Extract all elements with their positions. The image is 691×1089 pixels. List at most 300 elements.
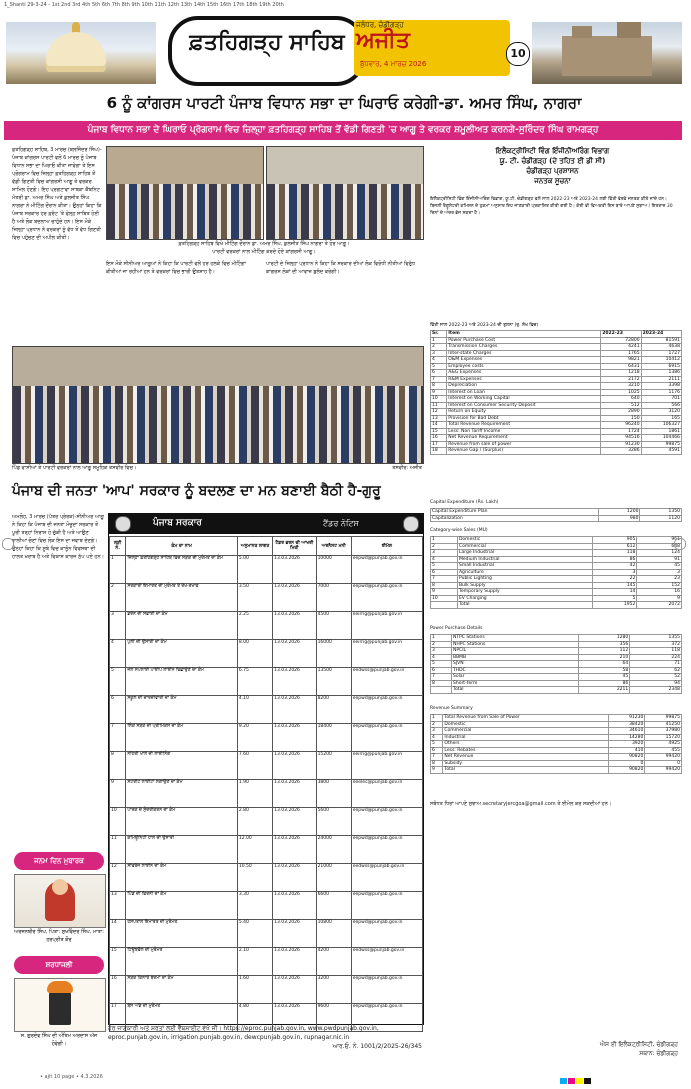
tender-cell: 2.25: [237, 612, 272, 640]
table-cell: 96240: [601, 422, 641, 429]
table-cell: 6: [431, 370, 447, 377]
power-purchase-row: [431, 687, 682, 694]
table-cell: Domestic: [443, 721, 608, 728]
table-cell: SJVN: [452, 661, 579, 668]
tender-cell: 13.03.2026: [273, 724, 316, 752]
table-cell: 10: [431, 595, 458, 602]
tender-cell: 1.90: [237, 780, 272, 808]
tender-cell: ਸਰਕਾਰੀ ਇਮਾਰਤ ਦੀ ਮੁਰੰਮਤ ਤੇ ਰੱਖ-ਰਖਾਵ: [126, 584, 237, 612]
table-cell: Total Revenue Requirement: [447, 422, 601, 429]
signatory-name: ਐਸ ਈ ਇਲੈਕਟ੍ਰੀਸਿਟੀ, ਚੰਡੀਗੜ੍ਹ: [599, 1041, 678, 1048]
emblem-icon-right: [403, 516, 419, 532]
table-cell: 1120: [640, 515, 682, 522]
financial-table: [430, 330, 682, 455]
table-cell: THDC: [452, 667, 579, 674]
tender-header-row: [110, 537, 423, 556]
tender-cell: ਜ਼ਿਲ੍ਹਾ ਫ਼ਤਹਿਗੜ੍ਹ ਸਾਹਿਬ ਵਿਚ ਸੜਕ ਦੀ ਮੁਰੰਮਤ ਦਾ ਕੰਮ: [126, 556, 237, 584]
table-cell: 9: [431, 389, 447, 396]
table-cell: 99420: [645, 754, 682, 761]
table-cell: 2890: [601, 409, 641, 416]
tender-cell: 15: [110, 948, 126, 976]
tender-cell: 6.75: [237, 668, 272, 696]
tender-cell: 13.03.2026: [273, 864, 316, 892]
tender-table: [109, 536, 423, 1032]
notice-title-3: ਚੰਡੀਗੜ੍ਹ ਪ੍ਰਸ਼ਾਸਨ: [526, 167, 579, 175]
table-cell: Power Purchase Cost: [447, 337, 601, 344]
tender-cell: ਸੀਵਰੇਜ ਲਾਈਨ ਦਾ ਕੰਮ: [126, 864, 237, 892]
sales-table: [430, 536, 682, 609]
print-slug: 1_Shanti 29-3-24 - 1st 2nd 3rd 4th 5th 6th 7th 8th 9th 10th 11th 12th 13th 14th 15th 16th 17th 18th 19th 20th: [4, 2, 284, 8]
tender-cell: 8200: [316, 696, 351, 724]
table-cell: 3: [431, 350, 447, 357]
table-cell: 410: [608, 747, 645, 754]
birthday-photo: [14, 874, 106, 928]
tender-row: [110, 584, 423, 612]
table-cell: 4925: [645, 741, 682, 748]
tender-header-cell: ਅਨੁਮਾਨਤ ਲਾਗਤ: [237, 537, 272, 556]
notice-signatory: [560, 1040, 678, 1058]
color-chip-black: [584, 1078, 591, 1084]
table-cell: 7: [431, 576, 458, 583]
table-cell: 1727: [641, 350, 681, 357]
tender-cell: 13.03.2026: [273, 836, 316, 864]
tender-cell: 13.03.2026: [273, 584, 316, 612]
table-cell: 90820: [608, 754, 645, 761]
tender-row: [110, 836, 423, 864]
table-cell: 1765: [601, 350, 641, 357]
table-cell: Industrial: [443, 734, 608, 741]
table-cell: Solar: [452, 674, 579, 681]
table-cell: 150: [601, 415, 641, 422]
tender-cell: 13.03.2026: [273, 948, 316, 976]
tender-cell: 10.50: [237, 864, 272, 892]
table-cell: Total: [443, 767, 608, 774]
fin-table-3-title: Category-wise Sales (MU): [430, 528, 488, 533]
fin-table-5-title: Revenue Summary: [430, 706, 473, 711]
financial-row: [431, 448, 682, 455]
table-cell: 2172: [601, 376, 641, 383]
table-cell: 5: [431, 741, 443, 748]
table-cell: 17: [431, 441, 447, 448]
tender-cell: 3800: [316, 780, 351, 808]
table-cell: Bulk Supply: [457, 582, 592, 589]
tender-cell: ਪਿੰਡ ਦੀ ਫਿਰਨੀ ਦਾ ਕੰਮ: [126, 892, 237, 920]
tender-cell: 13.03.2026: [273, 808, 316, 836]
tender-cell: ਟਿਊਬਵੈੱਲ ਦੀ ਮੁਰੰਮਤ: [126, 948, 237, 976]
table-cell: Employee costs: [447, 363, 601, 370]
table-cell: 2: [431, 344, 447, 351]
table-cell: Net Revenue: [443, 754, 608, 761]
masthead-title-box: [168, 16, 366, 86]
table-cell: 94516: [601, 435, 641, 442]
tender-cell: eepwd@punjab.gov.in: [351, 920, 422, 948]
tender-cell: eepwd@punjab.gov.in: [351, 836, 422, 864]
notice-title-2: ਯੂ. ਟੀ. ਚੰਡੀਗੜ੍ਹ (ਦੇ ਤਹਿਤ ਈ ਡੀ ਸੀ): [499, 157, 606, 165]
registration-mark-right: [674, 538, 686, 550]
tender-cell: eepwd@punjab.gov.in: [351, 696, 422, 724]
table-cell: 91230: [601, 441, 641, 448]
table-cell: 81591: [641, 337, 681, 344]
table-cell: Medium Industrial: [457, 556, 592, 563]
table-cell: 9: [637, 595, 682, 602]
fin-table-2-title: Capital Expenditure (Rs. Lakh): [430, 500, 499, 505]
table-cell: 961: [637, 537, 682, 544]
fin-table-1-title: ਵਿੱਤੀ ਸਾਲ 2022-23 ਅਤੇ 2023-24 ਦੀ ਤੁਲਨਾ (ਰੁ. ਲੱਖ ਵਿਚ): [430, 323, 539, 328]
tender-cell: 13.03.2026: [273, 920, 316, 948]
tender-cell: ਸਕੂਲ ਦੀ ਚਾਰਦੀਵਾਰੀ ਦਾ ਕੰਮ: [126, 696, 237, 724]
table-header-cell: Item: [447, 331, 601, 338]
tender-cell: eepwd@punjab.gov.in: [351, 556, 422, 584]
tender-cell: ਨਹਿਰੀ ਖਾਲੇ ਦੀ ਲਾਈਨਿੰਗ: [126, 752, 237, 780]
tender-cell: 5: [110, 668, 126, 696]
tender-cell: eedwss@punjab.gov.in: [351, 948, 422, 976]
tender-cell: 6: [110, 696, 126, 724]
tender-row: [110, 752, 423, 780]
tender-cell: 5.40: [237, 920, 272, 948]
tender-cell: eepwd@punjab.gov.in: [351, 584, 422, 612]
tender-cell: 11: [110, 836, 126, 864]
table-cell: 0: [645, 760, 682, 767]
table-cell: Commercial: [443, 728, 608, 735]
table-cell: Revenue from sale of power: [447, 441, 601, 448]
table-cell: 23: [637, 576, 682, 583]
table-cell: Small Industrial: [457, 563, 592, 570]
tender-cell: ਬੱਸ ਅੱਡੇ ਦੀ ਮੁਰੰਮਤ: [126, 1004, 237, 1032]
tender-cell: 5600: [316, 808, 351, 836]
bottom-slug: • ajit 10 page • 4.3.2026: [40, 1074, 103, 1080]
tender-cell: 4: [110, 640, 126, 668]
table-cell: 38420: [608, 721, 645, 728]
tender-footer: [108, 1024, 422, 1064]
tender-header-cell: ਲੜੀ ਨੰ.: [110, 537, 126, 556]
revenue-table: [430, 714, 682, 774]
table-cell: 52: [630, 674, 682, 681]
tender-ro-number: ਆਰ.ਓ. ਨੰ. 1001/2/2025-26/345: [332, 1043, 422, 1050]
table-cell: 648: [637, 543, 682, 550]
table-cell: Provision for Bad Debt: [447, 415, 601, 422]
table-cell: 3398: [641, 383, 681, 390]
table-cell: 99875: [641, 441, 681, 448]
table-cell: NTPC Stations: [452, 635, 579, 642]
table-cell: Temporary Supply: [457, 589, 592, 596]
table-cell: 1: [431, 635, 452, 642]
table-cell: 8: [431, 582, 458, 589]
tender-cell: 16: [110, 976, 126, 1004]
table-cell: Capital Expenditure Plan: [431, 509, 599, 516]
table-cell: 37980: [645, 728, 682, 735]
table-cell: 112: [578, 648, 630, 655]
tender-cell: 5.00: [237, 556, 272, 584]
second-story-headline: ਪੰਜਾਬ ਦੀ ਜਨਤਾ 'ਆਪ' ਸਰਕਾਰ ਨੂੰ ਬਦਲਣ ਦਾ ਮਨ ਬਣਾਈ ਬੈਠੀ ਹੈ-ਗੁਰੂ: [12, 483, 381, 499]
tender-cell: ਪਾਰਕ ਦੇ ਸੁੰਦਰੀਕਰਨ ਦਾ ਕੰਮ: [126, 808, 237, 836]
table-cell: 1952: [592, 602, 637, 609]
table-cell: Interest on Consumer Security Deposit: [447, 402, 601, 409]
table-cell: 8: [431, 383, 447, 390]
table-cell: 45: [637, 563, 682, 570]
tender-row: [110, 976, 423, 1004]
table-cell: 64: [578, 661, 630, 668]
table-cell: Commercial: [457, 543, 592, 550]
table-cell: 4: [431, 734, 443, 741]
table-header-cell: 2023-24: [641, 331, 681, 338]
tender-cell: 2.10: [237, 948, 272, 976]
tender-cell: 9: [110, 780, 126, 808]
table-cell: 7: [431, 754, 443, 761]
birthday-label: ਜਨਮ ਦਿਨ ਮੁਬਾਰਕ: [14, 852, 104, 870]
table-cell: Transmission Charges: [447, 344, 601, 351]
birthday-text: ਅਰਜਨਬੀਰ ਸਿੰਘ, ਪਿਤਾ: ਸੁਖਵਿੰਦਰ ਸਿੰਘ, ਮਾਤਾ: ਹਰਪ੍ਰੀਤ ਕੌਰ: [14, 929, 104, 943]
tender-cell: eepwd@punjab.gov.in: [351, 892, 422, 920]
table-cell: 10412: [641, 357, 681, 364]
revenue-row: [431, 767, 682, 774]
table-cell: 6: [431, 569, 458, 576]
public-notice-body: ਇਲੈਕਟ੍ਰੀਸਿਟੀ ਵਿੰਗ ਇੰਜੀਨੀਅਰਿੰਗ ਵਿਭਾਗ, ਯੂ.ਟੀ. ਚੰਡੀਗੜ੍ਹ ਵਲੋਂ ਸਾਲ 2022-23 ਅਤੇ 2023-24 ਲਈ ਵਿੱਤੀ ਵੇਰਵੇ ਜਨਤਕ ਕੀਤੇ ਜਾਂਦੇ ਹਨ। ਬਿਜਲੀ ਰੈਗੂਲੇਟਰੀ ਕਮਿਸ਼ਨ ਦੇ ਹੁਕਮਾਂ ਅਨੁਸਾਰ ਇਹ ਜਾਣਕਾਰੀ ਪ੍ਰਕਾਸ਼ਿਤ ਕੀਤੀ ਗਈ ਹੈ। ਕੋਈ ਵੀ ਵਿਅਕਤੀ ਇਸ ਬਾਰੇ ਆਪਣੇ ਸੁਝਾਅ / ਇਤਰਾਜ਼ 30 ਦਿਨਾਂ ਦੇ ਅੰਦਰ ਭੇਜ ਸਕਦਾ ਹੈ।: [430, 197, 673, 216]
tender-header-cell: ਈਮੇਲ: [351, 537, 422, 556]
table-cell: 3920: [608, 741, 645, 748]
tender-row: [110, 920, 423, 948]
tender-cell: 4200: [316, 948, 351, 976]
table-cell: Net Revenue Requirement: [447, 435, 601, 442]
table-cell: 152: [637, 582, 682, 589]
tender-cell: 8: [110, 752, 126, 780]
tender-cell: ਕਮਿਊਨਿਟੀ ਹਾਲ ਦੀ ਉਸਾਰੀ: [126, 836, 237, 864]
table-cell: 2: [431, 641, 452, 648]
table-cell: 4: [431, 556, 458, 563]
table-cell: 15720: [645, 734, 682, 741]
tender-cell: 4500: [316, 612, 351, 640]
fort-photo: [532, 22, 682, 84]
tender-cell: 7000: [316, 584, 351, 612]
tender-cell: 2.80: [237, 808, 272, 836]
table-cell: 16: [637, 589, 682, 596]
tender-cell: 3.30: [237, 892, 272, 920]
tender-cell: 13.03.2026: [273, 752, 316, 780]
tender-cell: eepwd@punjab.gov.in: [351, 976, 422, 1004]
table-cell: 13: [431, 415, 447, 422]
table-cell: 106327: [641, 422, 681, 429]
tender-notice-title: ਟੈਂਡਰ ਨੋਟਿਸ: [323, 519, 359, 528]
capex-table: [430, 508, 682, 522]
lead-headline: 6 ਨੂੰ ਕਾਂਗਰਸ ਪਾਰਟੀ ਪੰਜਾਬ ਵਿਧਾਨ ਸਭਾ ਦਾ ਘਿਰਾਓ ਕਰੇਗੀ-ਡਾ. ਅਮਰ ਸਿੰਘ, ਨਾਗਰਾ: [106, 94, 582, 112]
tender-cell: 13.03.2026: [273, 696, 316, 724]
tender-cell: 13.03.2026: [273, 976, 316, 1004]
table-cell: Interest on Loan: [447, 389, 601, 396]
notice-title-1: ਇਲੈਕਟ੍ਰੀਸਿਟੀ ਵਿੰਗ ਇੰਜੀਨੀਅਰਿੰਗ ਵਿਭਾਗ: [495, 147, 610, 155]
tender-cell: 12: [110, 864, 126, 892]
table-cell: 2348: [630, 687, 682, 694]
table-cell: 42: [592, 563, 637, 570]
meeting-photo-2: [266, 146, 424, 240]
table-cell: Capitalization: [431, 515, 599, 522]
tender-row: [110, 668, 423, 696]
table-cell: 612: [592, 543, 637, 550]
table-cell: 8: [431, 680, 452, 687]
tender-cell: 4.10: [237, 696, 272, 724]
tender-cell: 10000: [316, 556, 351, 584]
table-cell: 15: [431, 428, 447, 435]
table-cell: 90820: [608, 767, 645, 774]
tender-cell: 17: [110, 1004, 126, 1032]
table-cell: 14: [592, 589, 637, 596]
table-cell: 5: [592, 595, 637, 602]
table-cell: 1: [431, 537, 458, 544]
table-cell: 4: [431, 654, 452, 661]
table-cell: 99420: [645, 767, 682, 774]
table-cell: 94: [630, 680, 682, 687]
table-cell: 701: [641, 396, 681, 403]
tender-cell: 7: [110, 724, 126, 752]
tender-row: [110, 780, 423, 808]
table-cell: 6: [431, 667, 452, 674]
tender-row: [110, 864, 423, 892]
lead-story-col2: ਇਸ ਮੌਕੇ ਸੀਨੀਅਰ ਆਗੂਆਂ ਨੇ ਕਿਹਾ ਕਿ ਪਾਰਟੀ ਵਲੋਂ ਹਰ ਹਲਕੇ ਵਿਚ ਮੀਟਿੰਗਾਂ ਕੀਤੀਆਂ ਜਾ ਰਹੀਆਂ ਹਨ ਤੇ ਵਰਕਰਾਂ ਵਿਚ ਭਾਰੀ ਉਤਸ਼ਾਹ ਹੈ।: [106, 261, 248, 275]
table-cell: 6431: [601, 363, 641, 370]
table-cell: Short-term: [452, 680, 579, 687]
tender-cell: 1.60: [237, 976, 272, 1004]
tender-cell: 9.20: [237, 724, 272, 752]
notice-footer: ਸਬੰਧਤ ਧਿਰਾਂ ਆਪਣੇ ਸੁਝਾਅ secretaryjercgoa@gmail.com ਤੇ ਈਮੇਲ ਕਰ ਸਕਦੀਆਂ ਹਨ।: [430, 801, 612, 807]
table-cell: 8: [431, 760, 443, 767]
tender-cell: 4.80: [237, 1004, 272, 1032]
tender-cell: 3.50: [237, 584, 272, 612]
tribute-label: ਸ਼ਰਧਾਂਜਲੀ: [14, 956, 104, 974]
tender-cell: eepwd@punjab.gov.in: [351, 808, 422, 836]
punjab-govt-title: ਪੰਜਾਬ ਸਰਕਾਰ: [153, 518, 202, 528]
table-cell: 16: [431, 435, 447, 442]
tender-cell: 13500: [316, 668, 351, 696]
tender-cell: 16000: [316, 640, 351, 668]
tender-cell: ਲਿੰਕ ਸੜਕ ਦੀ ਪ੍ਰੀਮਿਕਸ ਦਾ ਕੰਮ: [126, 724, 237, 752]
table-cell: 1200: [598, 509, 640, 516]
table-cell: 210: [578, 654, 630, 661]
table-cell: 118: [592, 550, 637, 557]
tender-cell: ਜਲ ਸਪਲਾਈ ਪਾਈਪ ਲਾਈਨ ਵਿਛਾਉਣ ਦਾ ਕੰਮ: [126, 668, 237, 696]
table-cell: NHPC Stations: [452, 641, 579, 648]
tender-row: [110, 892, 423, 920]
table-cell: NPCIL: [452, 648, 579, 655]
tender-header-cell: ਟੈਂਡਰ ਭਰਨ ਦੀ ਆਖਰੀ ਮਿਤੀ: [273, 537, 316, 556]
tender-cell: eedwss@punjab.gov.in: [351, 668, 422, 696]
tender-cell: eepwd@punjab.gov.in: [351, 1004, 422, 1032]
page-number: 10: [506, 42, 530, 66]
table-cell: 1386: [641, 370, 681, 377]
table-cell: 2: [431, 543, 458, 550]
tender-cell: 1: [110, 556, 126, 584]
table-cell: Return on Equity: [447, 409, 601, 416]
tender-cell: 6600: [316, 892, 351, 920]
tribute-photo: [14, 978, 106, 1032]
table-cell: 2072: [637, 602, 682, 609]
lead-story-col1: ਫ਼ਤਹਿਗੜ੍ਹ ਸਾਹਿਬ, 3 ਮਾਰਚ (ਬਲਜਿੰਦਰ ਸਿੰਘ)-ਪੰਜਾਬ ਕਾਂਗਰਸ ਪਾਰਟੀ ਵਲੋਂ 6 ਮਾਰਚ ਨੂੰ ਪੰਜਾਬ ਵਿਧਾਨ ਸਭਾ ਦਾ ਘਿਰਾਓ ਕੀਤਾ ਜਾਵੇਗਾ ਤੇ ਇਸ ਪ੍ਰੋਗਰਾਮ ਵਿਚ ਜ਼ਿਲ੍ਹਾ ਫ਼ਤਹਿਗੜ੍ਹ ਸਾਹਿਬ ਤੋਂ ਵੱਡੀ ਗਿਣਤੀ ਵਿਚ ਕਾਂਗਰਸੀ ਆਗੂ ਤੇ ਵਰਕਰ ਸ਼ਾਮਿਲ ਹੋਣਗੇ। ਇਹ ਪ੍ਰਗਟਾਵਾ ਸਾਬਕਾ ਕੈਬਨਿਟ ਮੰਤਰੀ ਡਾ. ਅਮਰ ਸਿੰਘ ਅਤੇ ਕੁਲਜੀਤ ਸਿੰਘ ਨਾਗਰਾ ਨੇ ਮੀਟਿੰਗ ਦੌਰਾਨ ਕੀਤਾ। ਉਨ੍ਹਾਂ ਕਿਹਾ ਕਿ ਪੰਜਾਬ ਸਰਕਾਰ ਹਰ ਫ਼ਰੰਟ 'ਤੇ ਫੇਲ੍ਹ ਸਾਬਿਤ ਹੋਈ ਹੈ ਅਤੇ ਲੋਕ ਬਦਲਾਅ ਚਾਹੁੰਦੇ ਹਨ। ਇਸ ਮੌਕੇ ਜ਼ਿਲ੍ਹਾ ਪ੍ਰਧਾਨ ਨੇ ਵਰਕਰਾਂ ਨੂੰ ਵੱਧ ਤੋਂ ਵੱਧ ਗਿਣਤੀ ਵਿਚ ਪਹੁੰਚਣ ਦੀ ਅਪੀਲ ਕੀਤੀ।: [12, 147, 104, 241]
tender-cell: 9600: [316, 1004, 351, 1032]
table-cell: 12: [431, 409, 447, 416]
table-cell: 145: [592, 582, 637, 589]
table-cell: 118: [630, 648, 682, 655]
table-cell: Total: [457, 602, 592, 609]
tender-cell: 13.03.2026: [273, 780, 316, 808]
color-chip-magenta: [568, 1078, 575, 1084]
table-cell: 58: [578, 667, 630, 674]
tender-cell: 21000: [316, 864, 351, 892]
table-cell: 372: [630, 641, 682, 648]
tender-cell: 14: [110, 920, 126, 948]
table-header-cell: 2022-23: [601, 331, 641, 338]
table-cell: 356: [578, 641, 630, 648]
tender-cell: ਡਰੇਨ ਦੀ ਸਫ਼ਾਈ ਦਾ ਕੰਮ: [126, 612, 237, 640]
table-cell: 86: [578, 680, 630, 687]
table-cell: 905: [592, 537, 637, 544]
ajit-logo: ਅਜੀਤ: [356, 28, 410, 53]
sales-row: [431, 602, 682, 609]
tender-cell: eeirrig@punjab.gov.in: [351, 752, 422, 780]
tender-row: [110, 808, 423, 836]
tender-header-cell: ਕੰਮ ਦਾ ਨਾਮ: [126, 537, 237, 556]
table-cell: 104466: [641, 435, 681, 442]
table-cell: Total: [452, 687, 579, 694]
table-cell: 71: [630, 661, 682, 668]
group-photo-caption: ਪਿੰਡ ਵਾਸੀਆਂ ਤੇ ਪਾਰਟੀ ਵਰਕਰਾਂ ਨਾਲ ਆਗੂ ਸਮੂਹਿਕ ਤਸਵੀਰ ਵਿਚ।: [12, 465, 137, 471]
table-cell: 9821: [601, 357, 641, 364]
color-chip-yellow: [576, 1078, 583, 1084]
tender-row: [110, 948, 423, 976]
table-cell: 11: [431, 402, 447, 409]
tender-cell: ਹਸਪਤਾਲ ਇਮਾਰਤ ਦੀ ਮੁਰੰਮਤ: [126, 920, 237, 948]
table-cell: 72800: [601, 337, 641, 344]
tender-cell: ਸੜਕ ਕਿਨਾਰੇ ਬਰਮਾਂ ਦਾ ਕੰਮ: [126, 976, 237, 1004]
public-notice-heading: [430, 146, 675, 186]
table-cell: 1: [431, 715, 443, 722]
table-cell: 1176: [641, 389, 681, 396]
table-cell: BBMB: [452, 654, 579, 661]
table-cell: 2211: [578, 687, 630, 694]
table-cell: 0: [608, 760, 645, 767]
registration-mark-left: [2, 538, 14, 550]
table-cell: 640: [601, 396, 641, 403]
table-cell: Agriculture: [457, 569, 592, 576]
tender-cell: ਪੁਲੀ ਦੀ ਉਸਾਰੀ ਦਾ ਕੰਮ: [126, 640, 237, 668]
table-cell: 9: [431, 589, 458, 596]
table-cell: 3120: [641, 409, 681, 416]
table-cell: 34610: [608, 728, 645, 735]
table-cell: Revenue Gap / (Surplus): [447, 448, 601, 455]
tender-cell: 13.03.2026: [273, 640, 316, 668]
table-cell: Domestic: [457, 537, 592, 544]
masthead-date: ਬੁੱਧਵਾਰ, 4 ਮਾਰਚ 2026: [360, 60, 427, 68]
tender-cell: 10: [110, 808, 126, 836]
table-cell: 4591: [641, 448, 681, 455]
tender-cell: eeirrig@punjab.gov.in: [351, 640, 422, 668]
table-cell: 7: [431, 674, 452, 681]
tender-cell: 13.03.2026: [273, 612, 316, 640]
tender-cell: 8.00: [237, 640, 272, 668]
table-cell: 22: [592, 576, 637, 583]
table-cell: Inter-state Charges: [447, 350, 601, 357]
emblem-icon: [115, 516, 131, 532]
table-cell: 9: [431, 767, 443, 774]
table-cell: 3286: [601, 448, 641, 455]
table-cell: A&G Expenses: [447, 370, 601, 377]
tender-cell: eepwd@punjab.gov.in: [351, 724, 422, 752]
table-cell: 91: [637, 556, 682, 563]
table-cell: 3210: [601, 383, 641, 390]
tender-row: [110, 612, 423, 640]
table-cell: 86: [592, 556, 637, 563]
table-cell: 1861: [641, 428, 681, 435]
masthead: [0, 12, 687, 86]
table-cell: 1350: [640, 509, 682, 516]
tribute-text: ਸ. ਗੁਰਦੇਵ ਸਿੰਘ ਦੀ ਅੰਤਿਮ ਅਰਦਾਸ ਅੱਜ ਹੋਵੇਗੀ।: [20, 1033, 98, 1047]
second-story-body: ਅਮਲੋਹ, 3 ਮਾਰਚ (ਪੱਤਰ ਪ੍ਰੇਰਕ)-ਸੀਨੀਅਰ ਆਗੂ ਨੇ ਕਿਹਾ ਕਿ ਪੰਜਾਬ ਦੀ ਜਨਤਾ ਮੌਜੂਦਾ ਸਰਕਾਰ ਤੋਂ ਪੂਰੀ ਤਰ੍ਹਾਂ ਨਿਰਾਸ਼ ਹੋ ਚੁੱਕੀ ਹੈ ਅਤੇ ਆਉਣ ਵਾਲੀਆਂ ਚੋਣਾਂ ਵਿਚ ਲੋਕ ਇਸ ਦਾ ਜਵਾਬ ਦੇਣਗੇ। ਉਨ੍ਹਾਂ ਕਿਹਾ ਕਿ ਸੂਬੇ ਵਿਚ ਕਾਨੂੰਨ ਵਿਵਸਥਾ ਦੀ ਹਾਲਤ ਖ਼ਰਾਬ ਹੈ ਅਤੇ ਵਿਕਾਸ ਕਾਰਜ ਠੱਪ ਪਏ ਹਨ।: [12, 514, 104, 560]
